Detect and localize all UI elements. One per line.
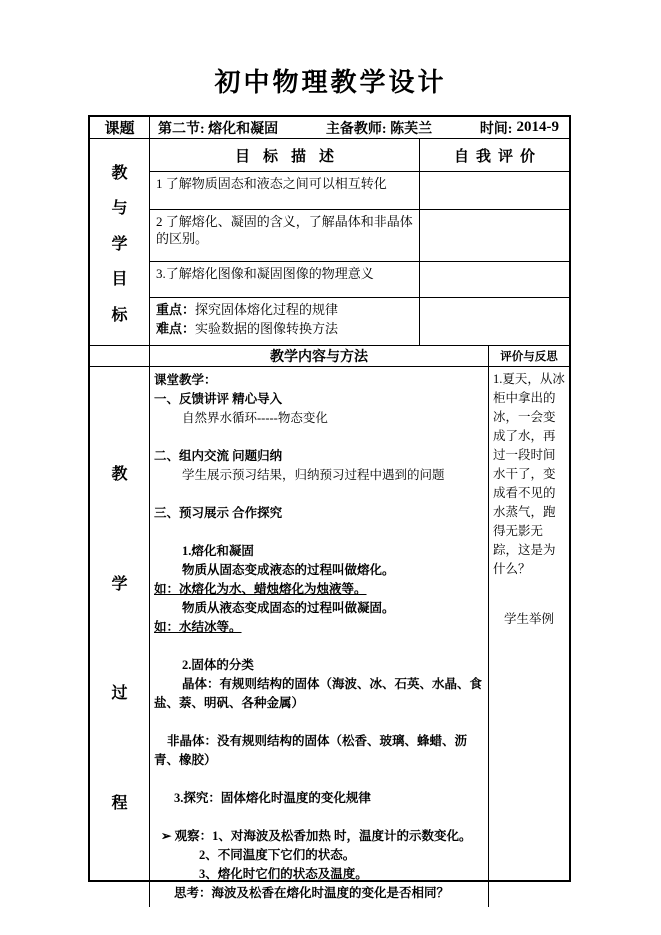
process-line: 3、熔化时它们的状态及温度。: [199, 867, 368, 881]
focus-text: 探究固体熔化过程的规律: [195, 302, 339, 317]
process-line: 2.固体的分类: [182, 658, 254, 672]
process-line: [154, 428, 484, 447]
process-line: 物质从液态变成固态的过程叫做凝固。: [182, 601, 395, 615]
process-line: 课堂教学：: [154, 373, 217, 387]
process-line: 物质从固态变成液态的过程叫做熔化。: [182, 563, 395, 577]
focus-label: 重点：: [156, 302, 196, 317]
side-label-char: 教: [111, 466, 128, 484]
page-title: 初中物理教学设计: [214, 68, 447, 97]
teacher-name: 主备教师: 陈芙兰: [325, 121, 433, 137]
eval-notes-cell: [489, 367, 569, 907]
self-eval-header: 自我评价: [420, 139, 569, 172]
process-line: [154, 713, 484, 732]
content-method-header: 教学内容与方法: [150, 346, 489, 366]
process-line: 如：冰熔化为水、蜡烛熔化为烛液等。: [154, 582, 367, 596]
side-label-char: 程: [111, 794, 128, 812]
difficulty-line: [156, 319, 413, 338]
process-line: 三、预习展示 合作探究: [154, 506, 283, 520]
process-block: [90, 367, 569, 907]
side-label-char: 学: [111, 235, 128, 253]
goals-side-label: [90, 139, 150, 345]
process-line: [154, 637, 484, 656]
lesson-time: [480, 118, 559, 138]
process-line: 2、不同温度下它们的状态。: [199, 848, 356, 862]
section-header-row: [90, 345, 569, 367]
process-line: 1.熔化和凝固: [182, 544, 254, 558]
topic-content: [150, 118, 569, 138]
lesson-plan-table: [88, 115, 571, 900]
process-line: 非晶体：没有规则结构的固体（松香、玻璃、蜂蜡、沥青、橡胶）: [154, 734, 468, 767]
eval-note-example: 学生举例: [503, 612, 554, 626]
self-eval-cell-1: [420, 172, 569, 210]
process-line: 如：水结冰等。: [154, 620, 242, 634]
process-line: 思考：海波及松香在熔化时温度的变化是否相同？: [174, 886, 450, 900]
time-label: 时间:: [479, 121, 513, 137]
side-label-char: 学: [111, 575, 128, 593]
process-line: 自然界水循环-----物态变化: [182, 411, 328, 425]
eval-note-question: 1.夏天，从冰柜中拿出的冰，一会变成了水，再过一段时间水干了，变成看不见的水蒸气，跑得无影无踪，这是为什么？: [493, 372, 565, 576]
eval-reflect-header: 评价与反思: [500, 351, 558, 363]
goals-grid: [150, 139, 569, 345]
process-lines: [150, 367, 489, 907]
focus-difficulty-cell: [150, 298, 420, 345]
section-header-spacer: [90, 346, 150, 366]
process-line: 学生展示预习结果，归纳预习过程中遇到的问题: [182, 468, 445, 482]
topic-row: [90, 117, 569, 139]
side-label-char: 教: [111, 164, 128, 182]
process-line: [154, 770, 484, 789]
process-line: [154, 485, 484, 504]
self-eval-cell-2: [420, 210, 569, 262]
process-line: [154, 523, 484, 542]
lesson-title: 第二节: 熔化和凝固: [158, 121, 279, 137]
side-label-char: 过: [111, 685, 128, 703]
time-value: 2014-9: [516, 119, 559, 135]
goal-desc-header: 目标描述: [150, 139, 420, 172]
side-label-char: 标: [111, 306, 128, 324]
goal-item-1: 1 了解物质固态和液态之间可以相互转化: [150, 172, 420, 210]
side-label-char: 与: [111, 200, 128, 217]
difficulty-text: 实验数据的图像转换方法: [195, 321, 339, 336]
side-label-char: 目: [111, 271, 128, 288]
process-line: 一、反馈讲评 精心导入: [154, 392, 283, 406]
self-eval-cell-3: [420, 262, 569, 298]
topic-label: 课题: [90, 117, 150, 138]
process-line: 二、组内交流 问题归纳: [154, 449, 283, 463]
difficulty-label: 难点：: [156, 321, 196, 336]
goal-item-2: 2 了解熔化、凝固的含义，了解晶体和非晶体的区别。: [150, 210, 420, 262]
process-line: ➢ 观察：1、对海波及松香加热 时，温度计的示数变化。: [161, 829, 472, 843]
goals-block: [90, 139, 569, 345]
goal-item-3: 3.了解熔化图像和凝固图像的物理意义: [150, 262, 420, 298]
process-line: 3.探究：固体熔化时温度的变化规律: [174, 791, 371, 805]
process-line: [154, 808, 484, 827]
process-side-label: [90, 367, 150, 907]
process-line: 晶体：有规则结构的固体（海波、冰、石英、水晶、食盐、萘、明矾、各种金属）: [154, 677, 483, 710]
focus-line: [156, 300, 413, 319]
self-eval-cell-4: [420, 298, 569, 345]
